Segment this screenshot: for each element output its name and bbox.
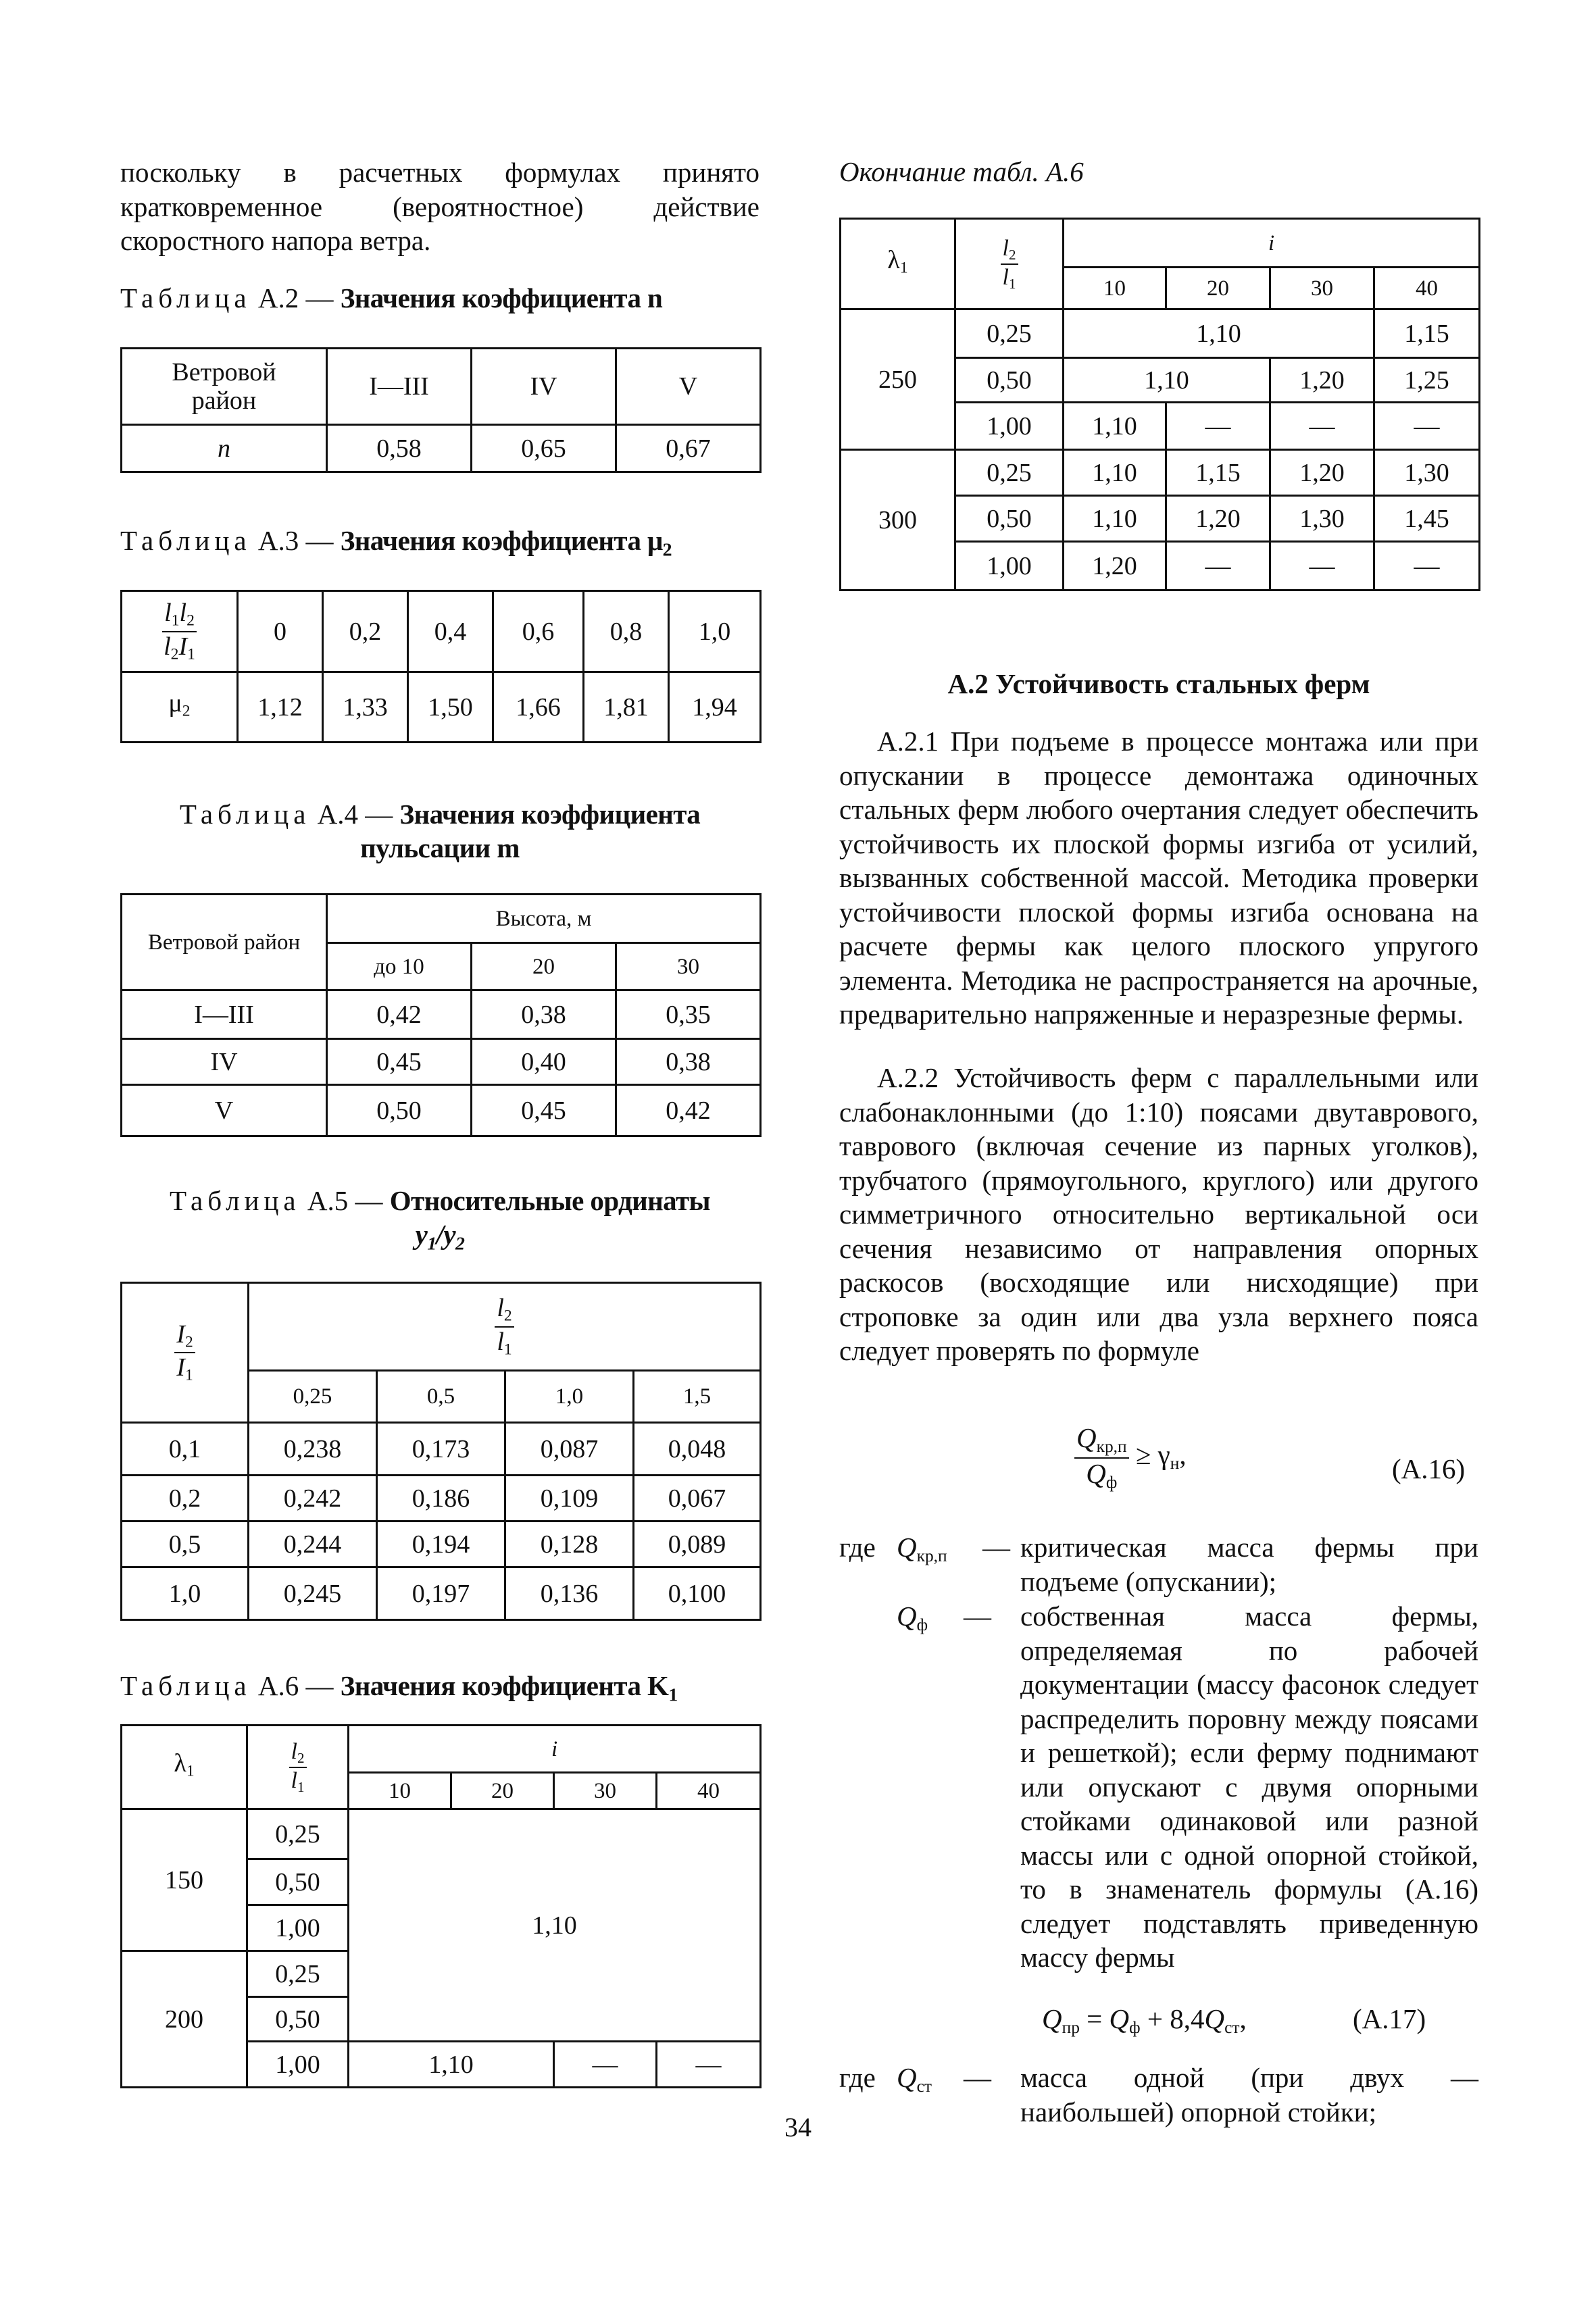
cell-ratio: 0,25 [955,309,1064,358]
cell-value: 0,45 [327,1039,472,1085]
cell-value: — [1166,542,1270,590]
cell-value: 0,38 [472,990,616,1039]
cell-header-ratio [247,1726,349,1809]
cell-header: 0,6 [493,591,584,672]
where-block-1: где Qкр,п — критическая масса фермы при подъеме (опускании); Qф — собственная масса фермы, определяемая по рабочей документации (массу фасонок следует распределить поровну между поясами и решеткой); если ферму поднимают или опускают с двумя опорными стойками одинаковой или разной массы или с одной опорной стойкой, то в знаменатель формулы (А.16) следует подставлять приведенную массу фермы [839,1530,1478,1976]
cell-ratio: 0,25 [955,450,1064,496]
cell-value: 0,067 [634,1476,761,1521]
cell-value: 1,10 [1064,358,1270,403]
cell-lambda: 200 [122,1951,247,2088]
table-a3 [120,590,762,743]
ratio-fraction: $\frac{I2}{I1}$ [174,1322,195,1384]
cell-value: 0,67 [616,425,761,472]
paragraph-a2-1: А.2.1 При подъеме в процессе монтажа или при опускании в процессе демонтажа одиночных стальных ферм любого очертания следует обеспечить устойчивость их плоской формы изгиба от усилий, вызванных собственной массой. Методика проверки устойчивости плоской формы изгиба основана на расчете фермы как целого плоского упругого элемента. Методика не распространяется на арочные, предварительно напряженные и неразрезные фермы. [839,726,1478,1030]
cell-value: 1,33 [323,672,408,743]
cell-value: 0,65 [472,425,616,472]
cell-header: 40 [657,1773,761,1809]
formula-a17: Qпр = Qф + 8,4Qст, [1042,2003,1247,2038]
cell-header: 30 [616,943,761,990]
cell-ratio: 1,00 [247,2042,349,2088]
cell-value: 1,15 [1374,309,1480,358]
cell-header: I—III [327,349,472,425]
cell-ratio: 1,00 [247,1905,349,1951]
cell-value: 1,12 [238,672,323,743]
cell-value: 1,81 [584,672,669,743]
cell-value: 1,66 [493,672,584,743]
cell-header: 0,25 [249,1371,377,1423]
cell-header: Ветровой район [122,349,327,425]
cell-header: 20 [451,1773,554,1809]
symbol: Qкр,п [897,1532,947,1566]
cell-value: 1,20 [1270,450,1374,496]
cell-header: 0,8 [584,591,669,672]
symbol: Qф [897,1601,928,1635]
cell-value: 0,245 [249,1567,377,1620]
definition: критическая масса фермы при подъеме (опускании); [1020,1532,1478,1597]
ratio-fraction: $\frac{l2}{l1}$ [495,1295,514,1357]
cell-value: — [1374,542,1480,590]
paragraph-a2-2: А.2.2 Устойчивость ферм с параллельными или слабонаклонными (до 1:10) поясами двутаврового, таврового (включая сечение из парных уголков), трубчатого (прямоугольного, круглого) или другого симметричного относительно вертикальной оси сечения независимо от направления опорных раскосов (восходящие или нисходящие) при строповке за один или два узла верхнего пояса следует проверять по формуле [839,1062,1478,1366]
cell-value: 0,38 [616,1039,761,1085]
where-block-2: где Qст — масса одной (при двух — наибольшей) опорной стойки; [839,2061,1478,2135]
cell-value: 1,20 [1064,542,1166,590]
symbol: Qст [897,2062,932,2096]
table-a3-caption: Таблица А.3 — Значения коэффициента $\mu_2$ [120,525,672,561]
section-title: А.2 Устойчивость стальных ферм [947,668,1370,699]
equation-number: (А.16) [1392,1453,1466,1484]
table-a6-continued [839,218,1480,591]
cell-value: — [1270,403,1374,450]
cell-header: 20 [1166,268,1270,309]
cell-value: 1,30 [1374,450,1480,496]
cell-value: 0,109 [505,1476,634,1521]
cell-ratio: 0,25 [247,1809,349,1859]
cell-value: 0,048 [634,1423,761,1476]
cell-value: 0,089 [634,1521,761,1567]
cell-value: 1,30 [1270,496,1374,542]
table-a5 [120,1282,762,1621]
cell-value: 0,173 [377,1423,505,1476]
cell-label: 0,1 [122,1423,249,1476]
cell-header-ratio [122,1283,249,1423]
table-continuation-caption: Окончание табл. А.6 [839,156,1084,187]
cell-value: 1,94 [669,672,761,743]
equation-number: (А.17) [1353,2003,1426,2034]
cell-header: 30 [1270,268,1374,309]
cell-ratio: 0,25 [247,1951,349,1997]
cell-value: — [1374,403,1480,450]
cell-header: 1,5 [634,1371,761,1423]
cell-header: 40 [1374,268,1480,309]
cell-label: 0,2 [122,1476,249,1521]
cell-header: IV [472,349,616,425]
intro-paragraph: поскольку в расчетных формулах принято кратковременное (вероятностное) действие скоростного напора ветра. [120,157,759,256]
cell-group-header-i: i [1064,219,1480,268]
table-a4 [120,893,762,1137]
cell-value: 0,42 [327,990,472,1039]
definition: собственная масса фермы, определяемая по рабочей документации (массу фасонок следует распределить поровну между поясами и решеткой); если ферму поднимают или опускают с двумя опорными стойками одинаковой или разной массы или с одной опорной стойкой, то в знаменатель формулы (А.16) следует подставлять приведенную массу фермы [1020,1601,1478,1973]
cell-group-header-i: i [349,1726,761,1773]
cell-header: 0,2 [323,591,408,672]
cell-value: 1,10 [1064,403,1166,450]
table-a6 [120,1724,762,2088]
cell-label: IV [122,1039,327,1085]
cell-value: 1,20 [1166,496,1270,542]
ratio-fraction: $\frac{l2}{l1}$ [289,1740,307,1794]
cell-value: 0,40 [472,1039,616,1085]
cell-header-ratio [122,591,238,672]
cell-value: — [1166,403,1270,450]
cell-value: 0,35 [616,990,761,1039]
cell-value: 1,25 [1374,358,1480,403]
cell-value: 0,244 [249,1521,377,1567]
table-a2-caption: Таблица А.2 — Значения коэффициента n [120,282,663,313]
cell-value: 0,136 [505,1567,634,1620]
cell-value: 1,15 [1166,450,1270,496]
cell-ratio: 0,50 [247,1997,349,2042]
formula-fraction: $\frac{\text{Qкр,п}}{Qф}$ [1074,1424,1129,1491]
cell-group-header [249,1283,761,1371]
cell-label: 0,5 [122,1521,249,1567]
cell-value: 1,10 [1064,309,1374,358]
cell-header-ratio [955,219,1064,309]
cell-value: — [657,2042,761,2088]
cell-value: 0,128 [505,1521,634,1567]
cell-value: — [554,2042,657,2088]
table-a6-caption: Таблица А.6 — Значения коэффициента $K_1$ [120,1670,678,1706]
cell-value: 0,242 [249,1476,377,1521]
cell-value: 1,10 [1064,450,1166,496]
cell-label: 1,0 [122,1567,249,1620]
cell-header: 1,0 [669,591,761,672]
cell-header: 20 [472,943,616,990]
page-number: 34 [784,2112,812,2142]
cell-value: 0,087 [505,1423,634,1476]
cell-group-header: Высота, м [327,895,761,943]
cell-value: 1,20 [1270,358,1374,403]
table-a5-caption: Таблица А.5 — Относительные ординаты $y_1/y_2$ [170,1185,710,1255]
cell-header: до 10 [327,943,472,990]
cell-header-lambda: λ1 [841,219,955,309]
cell-lambda: 250 [841,309,955,450]
cell-merged-value: 1,10 [349,1809,761,2042]
cell-value: 0,197 [377,1567,505,1620]
cell-value: — [1270,542,1374,590]
cell-ratio: 1,00 [955,403,1064,450]
cell-header: 0,5 [377,1371,505,1423]
cell-value: 0,58 [327,425,472,472]
cell-label: μ2 [122,672,238,743]
table-a4-caption: Таблица А.4 — Значения коэффициента пульсации m [179,799,701,863]
cell-value: 0,45 [472,1085,616,1136]
cell-value: 0,238 [249,1423,377,1476]
cell-header: Ветровой район [122,895,327,990]
cell-value: 0,42 [616,1085,761,1136]
cell-ratio: 0,50 [955,358,1064,403]
cell-lambda: 150 [122,1809,247,1951]
definition: масса одной (при двух — наибольшей) опорной стойки; [1020,2062,1478,2128]
cell-header: 0,4 [408,591,493,672]
cell-value: 1,10 [1064,496,1166,542]
formula-a16: $\frac{\text{Qкр,п}}{Qф}$ ≥ γн, [1074,1424,1187,1491]
cell-header: 1,0 [505,1371,634,1423]
ratio-fraction: $\frac{l2}{l1}$ [1001,237,1018,291]
cell-label: I—III [122,990,327,1039]
cell-ratio: 0,50 [955,496,1064,542]
cell-value: 0,194 [377,1521,505,1567]
cell-value: 1,50 [408,672,493,743]
cell-header: V [616,349,761,425]
table-a2 [120,347,762,473]
ratio-fraction: $\frac{l1l2}{l2I1}$ [164,599,195,663]
cell-label: n [122,425,327,472]
cell-value: 0,50 [327,1085,472,1136]
cell-ratio: 0,50 [247,1859,349,1905]
cell-lambda: 300 [841,450,955,590]
cell-value: 1,10 [349,2042,554,2088]
cell-header: 30 [554,1773,657,1809]
cell-header: 10 [1064,268,1166,309]
cell-header: 0 [238,591,323,672]
cell-header-lambda: λ1 [122,1726,247,1809]
cell-ratio: 1,00 [955,542,1064,590]
cell-value: 0,186 [377,1476,505,1521]
cell-header: 10 [349,1773,451,1809]
cell-value: 0,100 [634,1567,761,1620]
cell-label: V [122,1085,327,1136]
cell-value: 1,45 [1374,496,1480,542]
